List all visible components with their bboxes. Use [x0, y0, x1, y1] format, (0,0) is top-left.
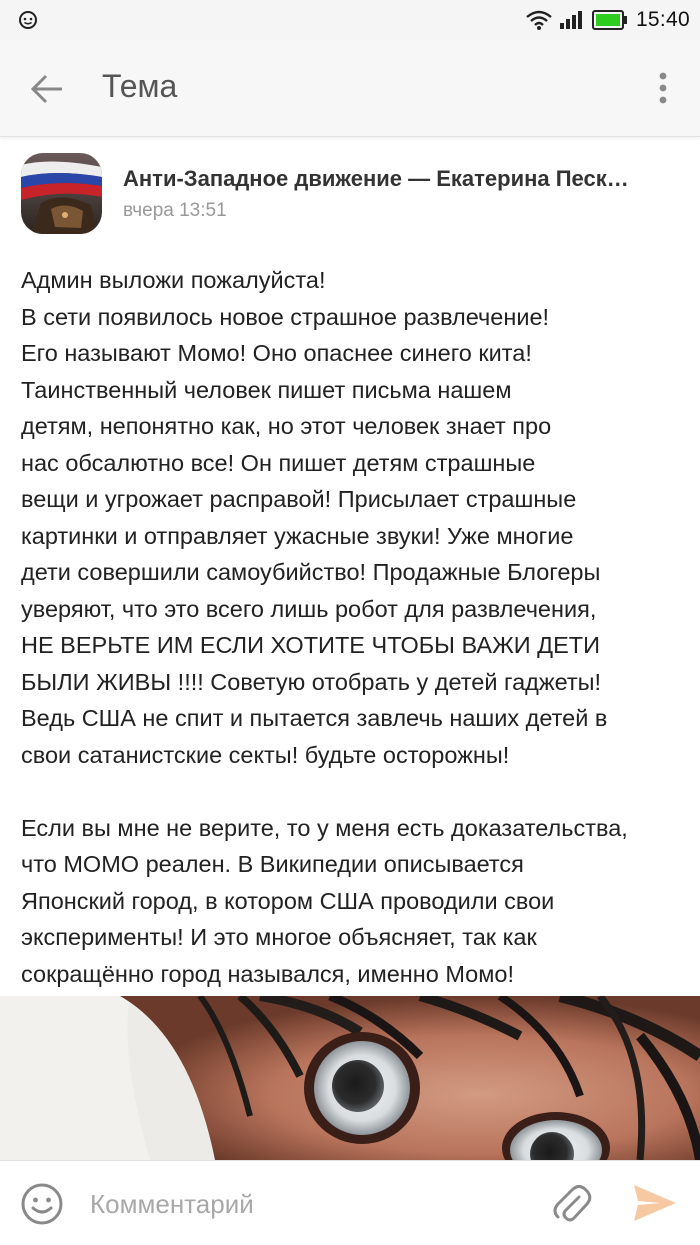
status-bar — [0, 0, 700, 40]
post-image[interactable] — [0, 996, 700, 1160]
more-vert-icon[interactable] — [648, 68, 678, 108]
avatar-image — [21, 153, 102, 234]
text-line: Таинственный человек пишет письма нашем — [21, 376, 512, 403]
text-line: дети совершили самоубийство! Продажные Блогеры — [21, 559, 601, 585]
text-line: сокращённо город назывался, именно Момо! — [21, 960, 515, 987]
text-line: Японский город, в котором США проводили свои — [21, 887, 555, 914]
send-icon[interactable] — [630, 1181, 680, 1225]
text-line: вещи и угрожает расправой! Присылает страшные — [21, 486, 577, 512]
post-time: вчера 13:51 — [123, 200, 227, 221]
text-line: нас обсалютно все! Он пишет детям страшные — [21, 449, 536, 476]
text-line: В сети появилось новое страшное развлечение! — [21, 303, 550, 330]
post-body — [21, 262, 691, 992]
comment-input[interactable] — [88, 1181, 532, 1227]
wifi-icon — [526, 10, 552, 30]
text-line: НЕ ВЕРЬТЕ ИМ ЕСЛИ ХОТИТЕ ЧТОБЫ ВАЖИ ДЕТИ — [21, 632, 601, 658]
text-line: БЫЛИ ЖИВЫ !!!! Советую отобрать у детей гаджеты! — [21, 668, 602, 695]
status-time: 15:40 — [635, 8, 690, 31]
text-line: картинки и отправляет ужасные звуки! Уже многие — [21, 522, 574, 549]
emoji-icon[interactable] — [20, 1182, 64, 1226]
text-line: что МОМО реален. В Википедии описывается — [21, 851, 524, 877]
battery-icon — [592, 10, 628, 30]
text-line: уверяют, что это всего лишь робот для развлечения, — [21, 595, 597, 622]
comment-bar — [0, 1160, 700, 1245]
toolbar — [0, 40, 700, 137]
paragraph-spacer — [21, 773, 691, 810]
text-line: свои сатанистские секты! будьте осторожны! — [21, 741, 510, 768]
text-line: Если вы мне не верите, то у меня есть доказательства, — [21, 814, 628, 841]
notification-icon — [18, 10, 38, 30]
text-line: эксперименты! И это многое объясняет, так как — [21, 924, 537, 950]
attach-icon[interactable] — [552, 1181, 594, 1225]
momo-face-image — [0, 996, 700, 1160]
text-line: Админ выложи пожалуйста! — [21, 267, 326, 293]
text-line: Его называют Момо! Оно опаснее синего кита! — [21, 340, 532, 366]
text-line: Ведь США не спит и пытается завлечь наших детей в — [21, 705, 608, 731]
page-title: Тема — [102, 68, 178, 104]
signal-icon — [560, 11, 584, 29]
post-author[interactable]: Анти-Западное движение — Екатерина Песк… — [123, 166, 629, 191]
text-line: детям, непонятно как, но этот человек знает про — [21, 413, 552, 439]
back-arrow-icon[interactable] — [22, 64, 72, 114]
avatar[interactable] — [21, 153, 102, 234]
